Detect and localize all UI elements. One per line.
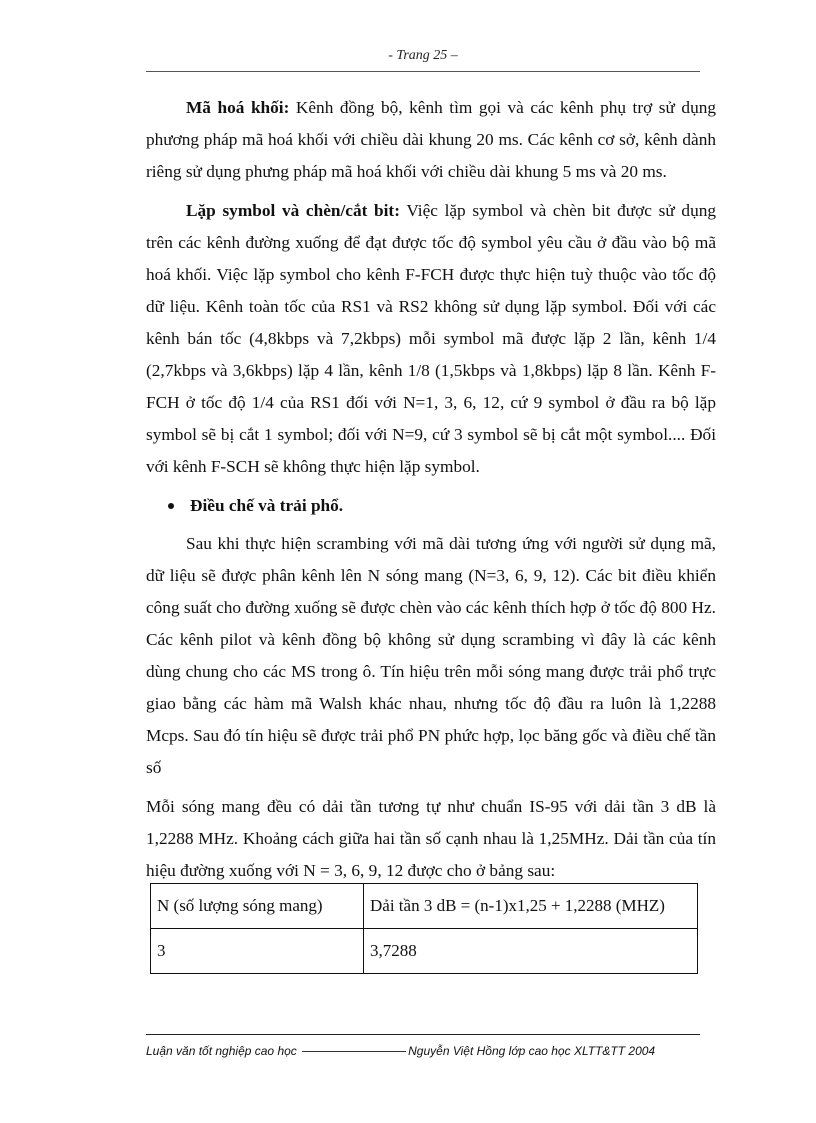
header-divider bbox=[146, 71, 700, 72]
table-row bbox=[151, 929, 698, 974]
bullet-heading bbox=[146, 490, 716, 522]
document-body bbox=[146, 92, 716, 894]
footer-right-text: Nguyễn Việt Hồng lớp cao học XLTT&TT 2004 bbox=[408, 1044, 656, 1058]
bullet-icon bbox=[168, 503, 174, 509]
paragraph-text: Kênh đồng bộ, kênh tìm gọi và các kênh phụ trợ sử dụng phương pháp mã hoá khối với chiều dài khung 20 ms. Các kênh cơ sở, kênh dành riêng sử dụng phưng pháp mã hoá khối với chiều dài khung 5 ms và 20 ms. bbox=[146, 98, 716, 181]
table-header-row bbox=[151, 884, 698, 929]
bandwidth-table bbox=[150, 883, 698, 974]
paragraph-heading: Lặp symbol và chèn/cắt bit: bbox=[186, 201, 400, 220]
table-cell: 3,7288 bbox=[364, 929, 698, 974]
paragraph-heading: Mã hoá khối: bbox=[186, 98, 290, 117]
paragraph-modulation: Sau khi thực hiện scrambing với mã dài tương ứng với người sử dụng mã, dữ liệu sẽ được phân kênh lên N sóng mang (N=3, 6, 9, 12). Các bit điều khiển công suất cho đường xuống sẽ được chèn vào các kênh thích hợp ở tốc độ 800 Hz. Các kênh pilot và kênh đồng bộ không sử dụng scrambing vì đây là các kênh dùng chung cho các MS trong ô. Tín hiệu trên mỗi sóng mang được trải phổ trực giao bằng các hàm mã Walsh khác nhau, nhưng tốc độ đầu ra luôn là 1,2288 Mcps. Sau đó tín hiệu sẽ được trải phổ PN phức hợp, lọc băng gốc và điều chế tần số bbox=[146, 534, 716, 777]
table-cell: 3 bbox=[151, 929, 364, 974]
page-footer bbox=[146, 1044, 706, 1058]
bullet-heading-text: Điều chế và trải phổ. bbox=[190, 496, 344, 515]
paragraph-symbol-repetition bbox=[146, 195, 716, 483]
footer-dash bbox=[302, 1051, 406, 1052]
paragraph-bandwidth: Mỗi sóng mang đều có dải tần tương tự như chuẩn IS-95 với dải tần 3 dB là 1,2288 MHz. Khoảng cách giữa hai tần số cạnh nhau là 1,25MHz. Dải tần của tín hiệu đường xuống với N = 3, 6, 9, 12 được cho ở bảng sau: bbox=[146, 797, 716, 880]
table-header-cell: Dải tần 3 dB = (n-1)x1,25 + 1,2288 (MHZ) bbox=[364, 884, 698, 929]
page-header: - Trang 25 – bbox=[388, 48, 458, 63]
footer-divider bbox=[146, 1034, 700, 1035]
footer-left-text: Luận văn tốt nghiệp cao học bbox=[146, 1044, 297, 1058]
table-header-cell: N (số lượng sóng mang) bbox=[151, 884, 364, 929]
paragraph-block-coding bbox=[146, 92, 716, 188]
paragraph-text: Việc lặp symbol và chèn bit được sử dụng trên các kênh đường xuống để đạt được tốc độ symbol yêu cầu ở đầu vào bộ mã hoá khối. Việc lặp symbol cho kênh F-FCH được thực hiện tuỳ thuộc vào tốc độ dữ liệu. Kênh toàn tốc của RS1 và RS2 không sử dụng lặp symbol. Đối với các kênh bán tốc (4,8kbps và 7,2kbps) mỗi symbol mã được lặp 2 lần, kênh 1/4 (2,7kbps và 3,6kbps) lặp 4 lần, kênh 1/8 (1,5kbps và 1,8kbps) lặp 8 lần. Kênh F-FCH ở tốc độ 1/4 của RS1 đối với N=1, 3, 6, 12, cứ 9 symbol ở đầu ra bộ lặp symbol sẽ bị cắt 1 symbol; đối với N=9, cứ 3 symbol sẽ bị cắt một symbol.... Đối với kênh F-SCH sẽ không thực hiện lặp symbol. bbox=[146, 201, 716, 476]
